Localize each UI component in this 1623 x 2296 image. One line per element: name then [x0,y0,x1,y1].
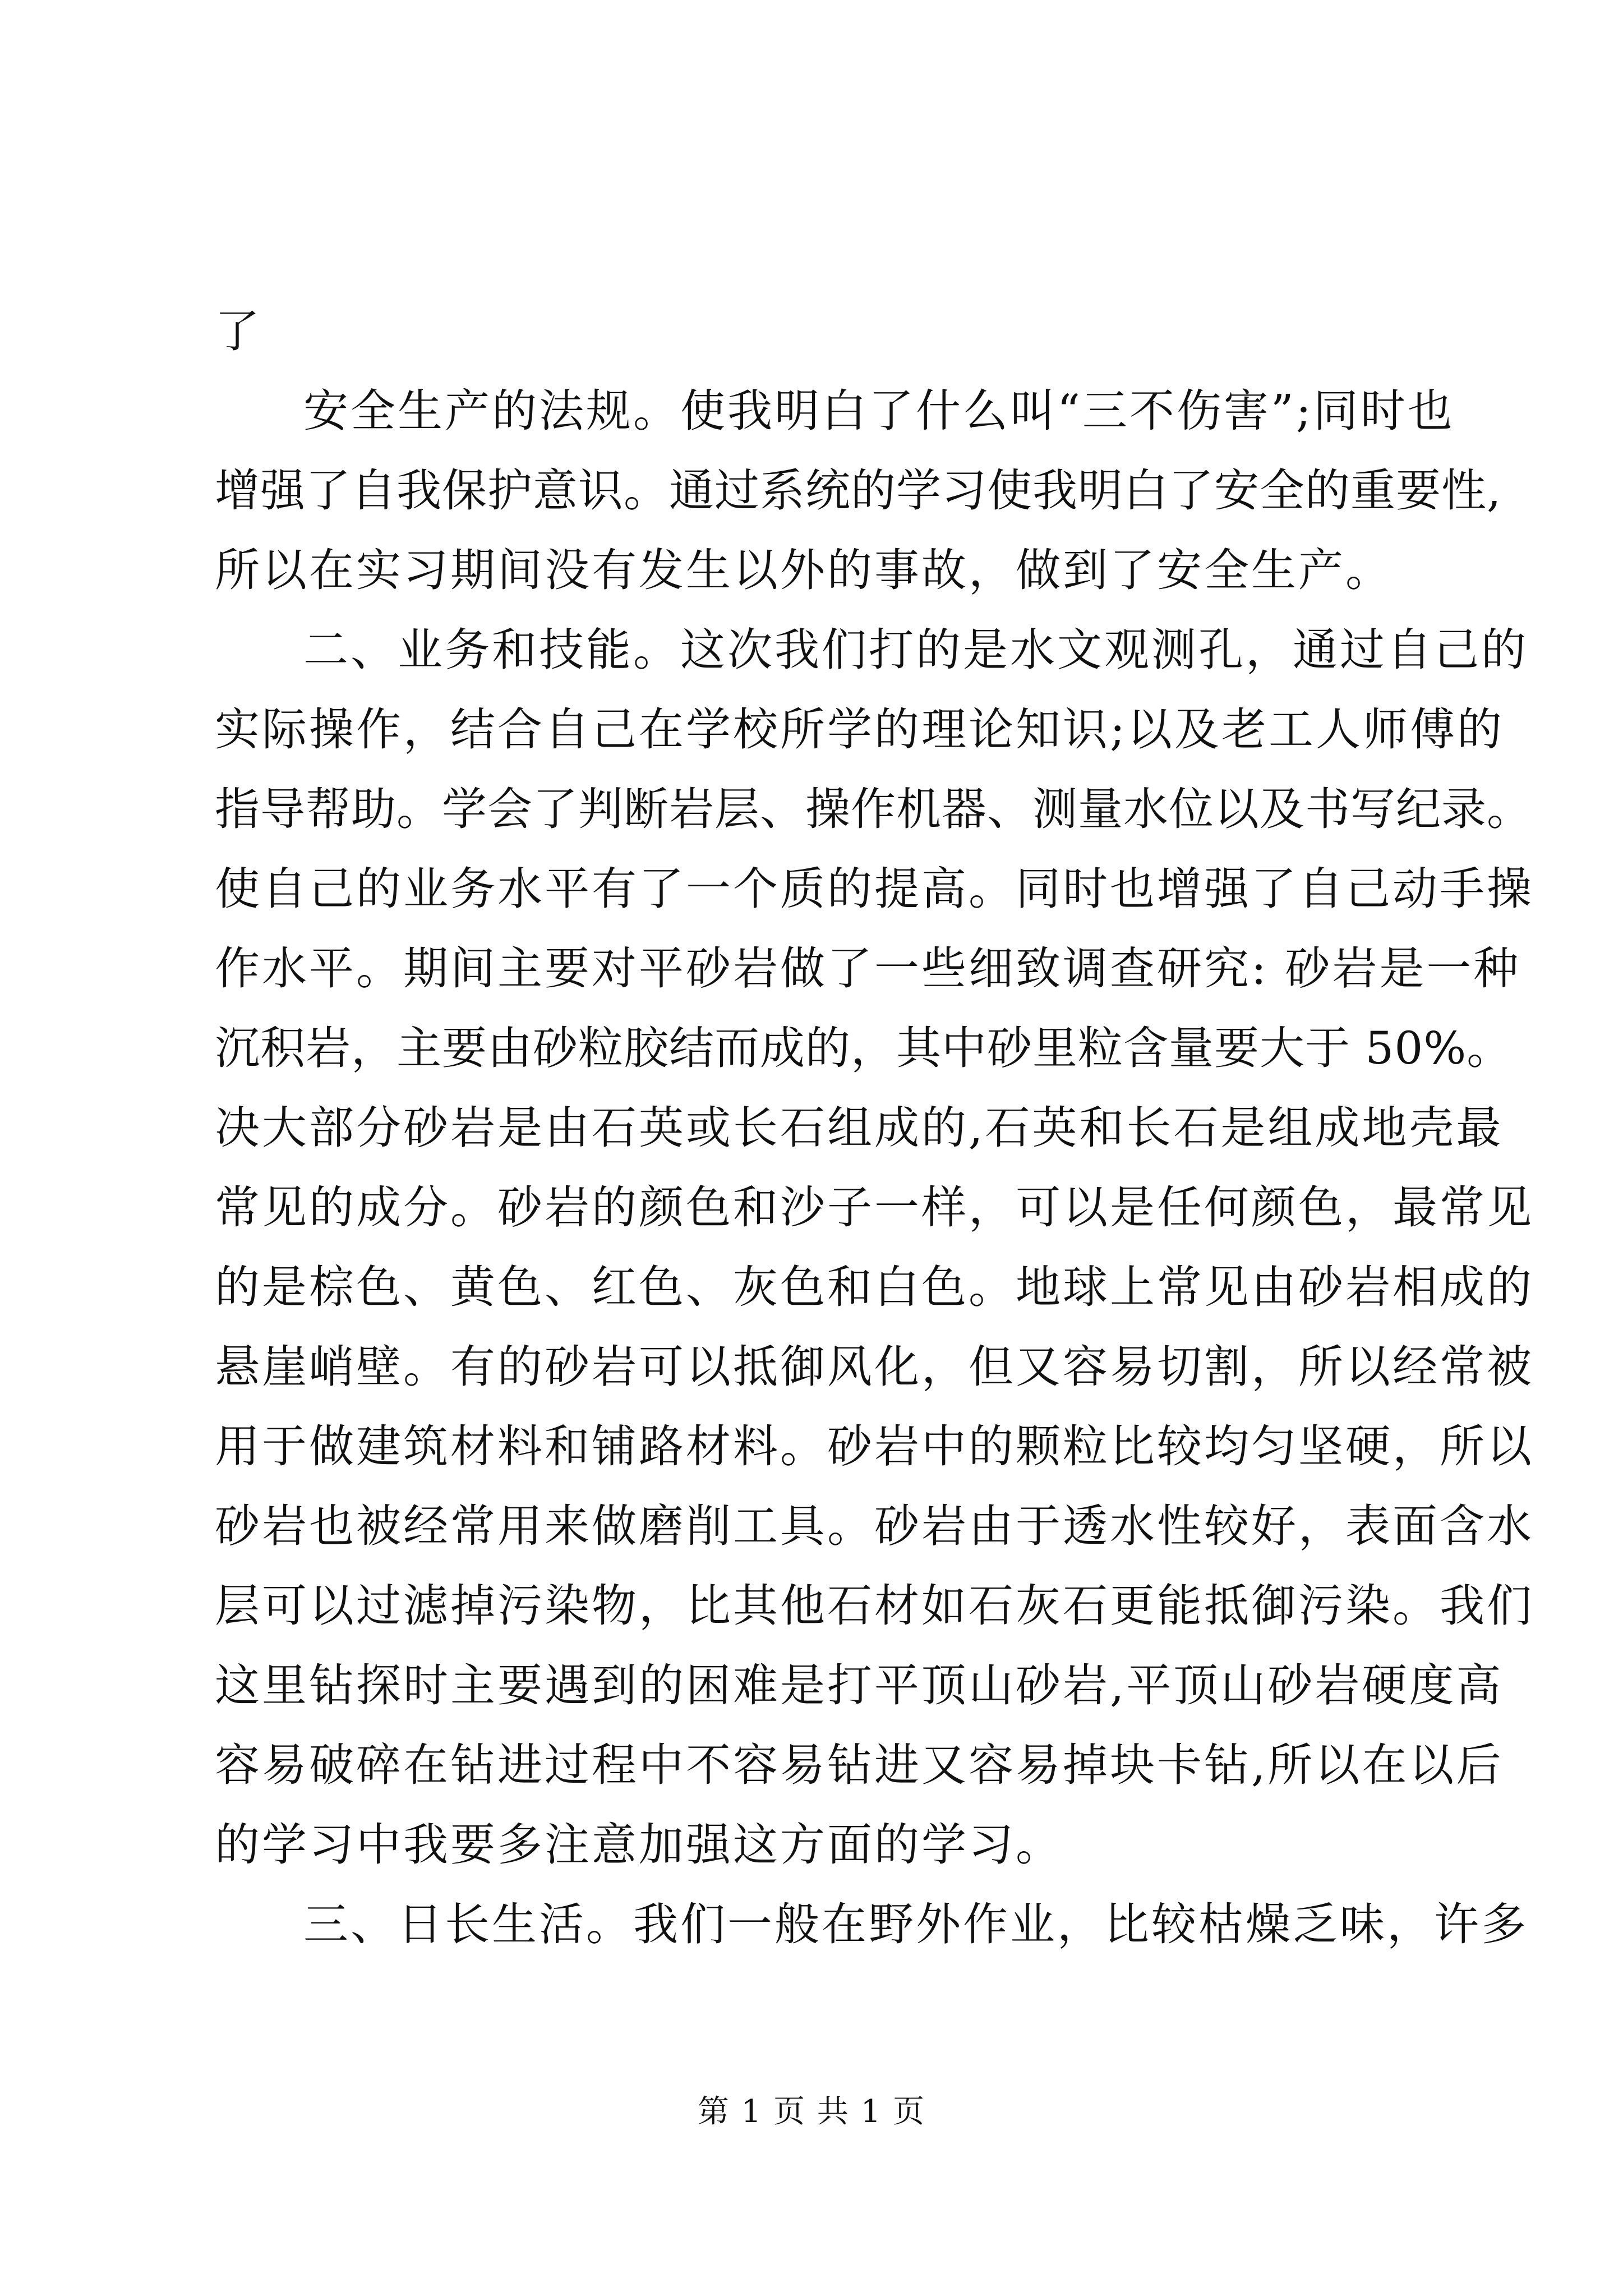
text-line: 所以在实习期间没有发生以外的事故，做到了安全生产。 [215,544,1393,596]
text-line: 悬崖峭壁。有的砂岩可以抵御风化，但又容易切割，所以经常被 [215,1341,1534,1393]
text-line: 增强了自我保护意识。通过系统的学习使我明白了安全的重要性, [215,464,1502,517]
text-line: 这里钻探时主要遇到的困难是打平顶山砂岩,平顶山砂岩硬度高 [215,1659,1504,1711]
text-line: 容易破碎在钻进过程中不容易钻进又容易掉块卡钻,所以在以后 [215,1739,1504,1791]
text-line: 指导帮助。学会了判断岩层、操作机器、测量水位以及书写纪录。 [215,783,1532,835]
text-line: 三、日长生活。我们一般在野外作业，比较枯燥乏味，许多 [303,1898,1528,1950]
text-line: 砂岩也被经常用来做磨削工具。砂岩由于透水性较好，表面含水 [215,1500,1534,1552]
text-line: 决大部分砂岩是由石英或长石组成的,石英和长石是组成地壳最 [215,1102,1504,1154]
text-line: 作水平。期间主要对平砂岩做了一些细致调查研究: 砂岩是一种 [215,942,1521,995]
text-line: 的是棕色、黄色、红色、灰色和白色。地球上常见由砂岩相成的 [215,1261,1534,1313]
text-line: 层可以过滤掉污染物，比其他石材如石灰石更能抵御污染。我们 [215,1580,1534,1632]
text-line: 常见的成分。砂岩的颜色和沙子一样，可以是任何颜色，最常见 [215,1181,1534,1234]
text-line: 安全生产的法规。使我明白了什么叫“三不伤害”;同时也 [303,385,1455,437]
page-footer: 第 1 页 共 1 页 [697,2093,926,2130]
text-line: 的学习中我要多注意加强这方面的学习。 [215,1819,1063,1871]
text-line: 了 [215,305,262,357]
text-line: 实际操作，结合自己在学校所学的理论知识;以及老工人师傅的 [215,703,1504,756]
body-text [215,292,1534,1964]
text-line: 使自己的业务水平有了一个质的提高。同时也增强了自己动手操 [215,863,1534,915]
text-line: 二、业务和技能。这次我们打的是水文观测孔，通过自己的 [303,624,1528,676]
text-line: 沉积岩，主要由砂粒胶结而成的，其中砂里粒含量要大于 50%。 [215,1022,1513,1074]
text-line: 用于做建筑材料和铺路材料。砂岩中的颗粒比较均匀坚硬，所以 [215,1420,1534,1473]
